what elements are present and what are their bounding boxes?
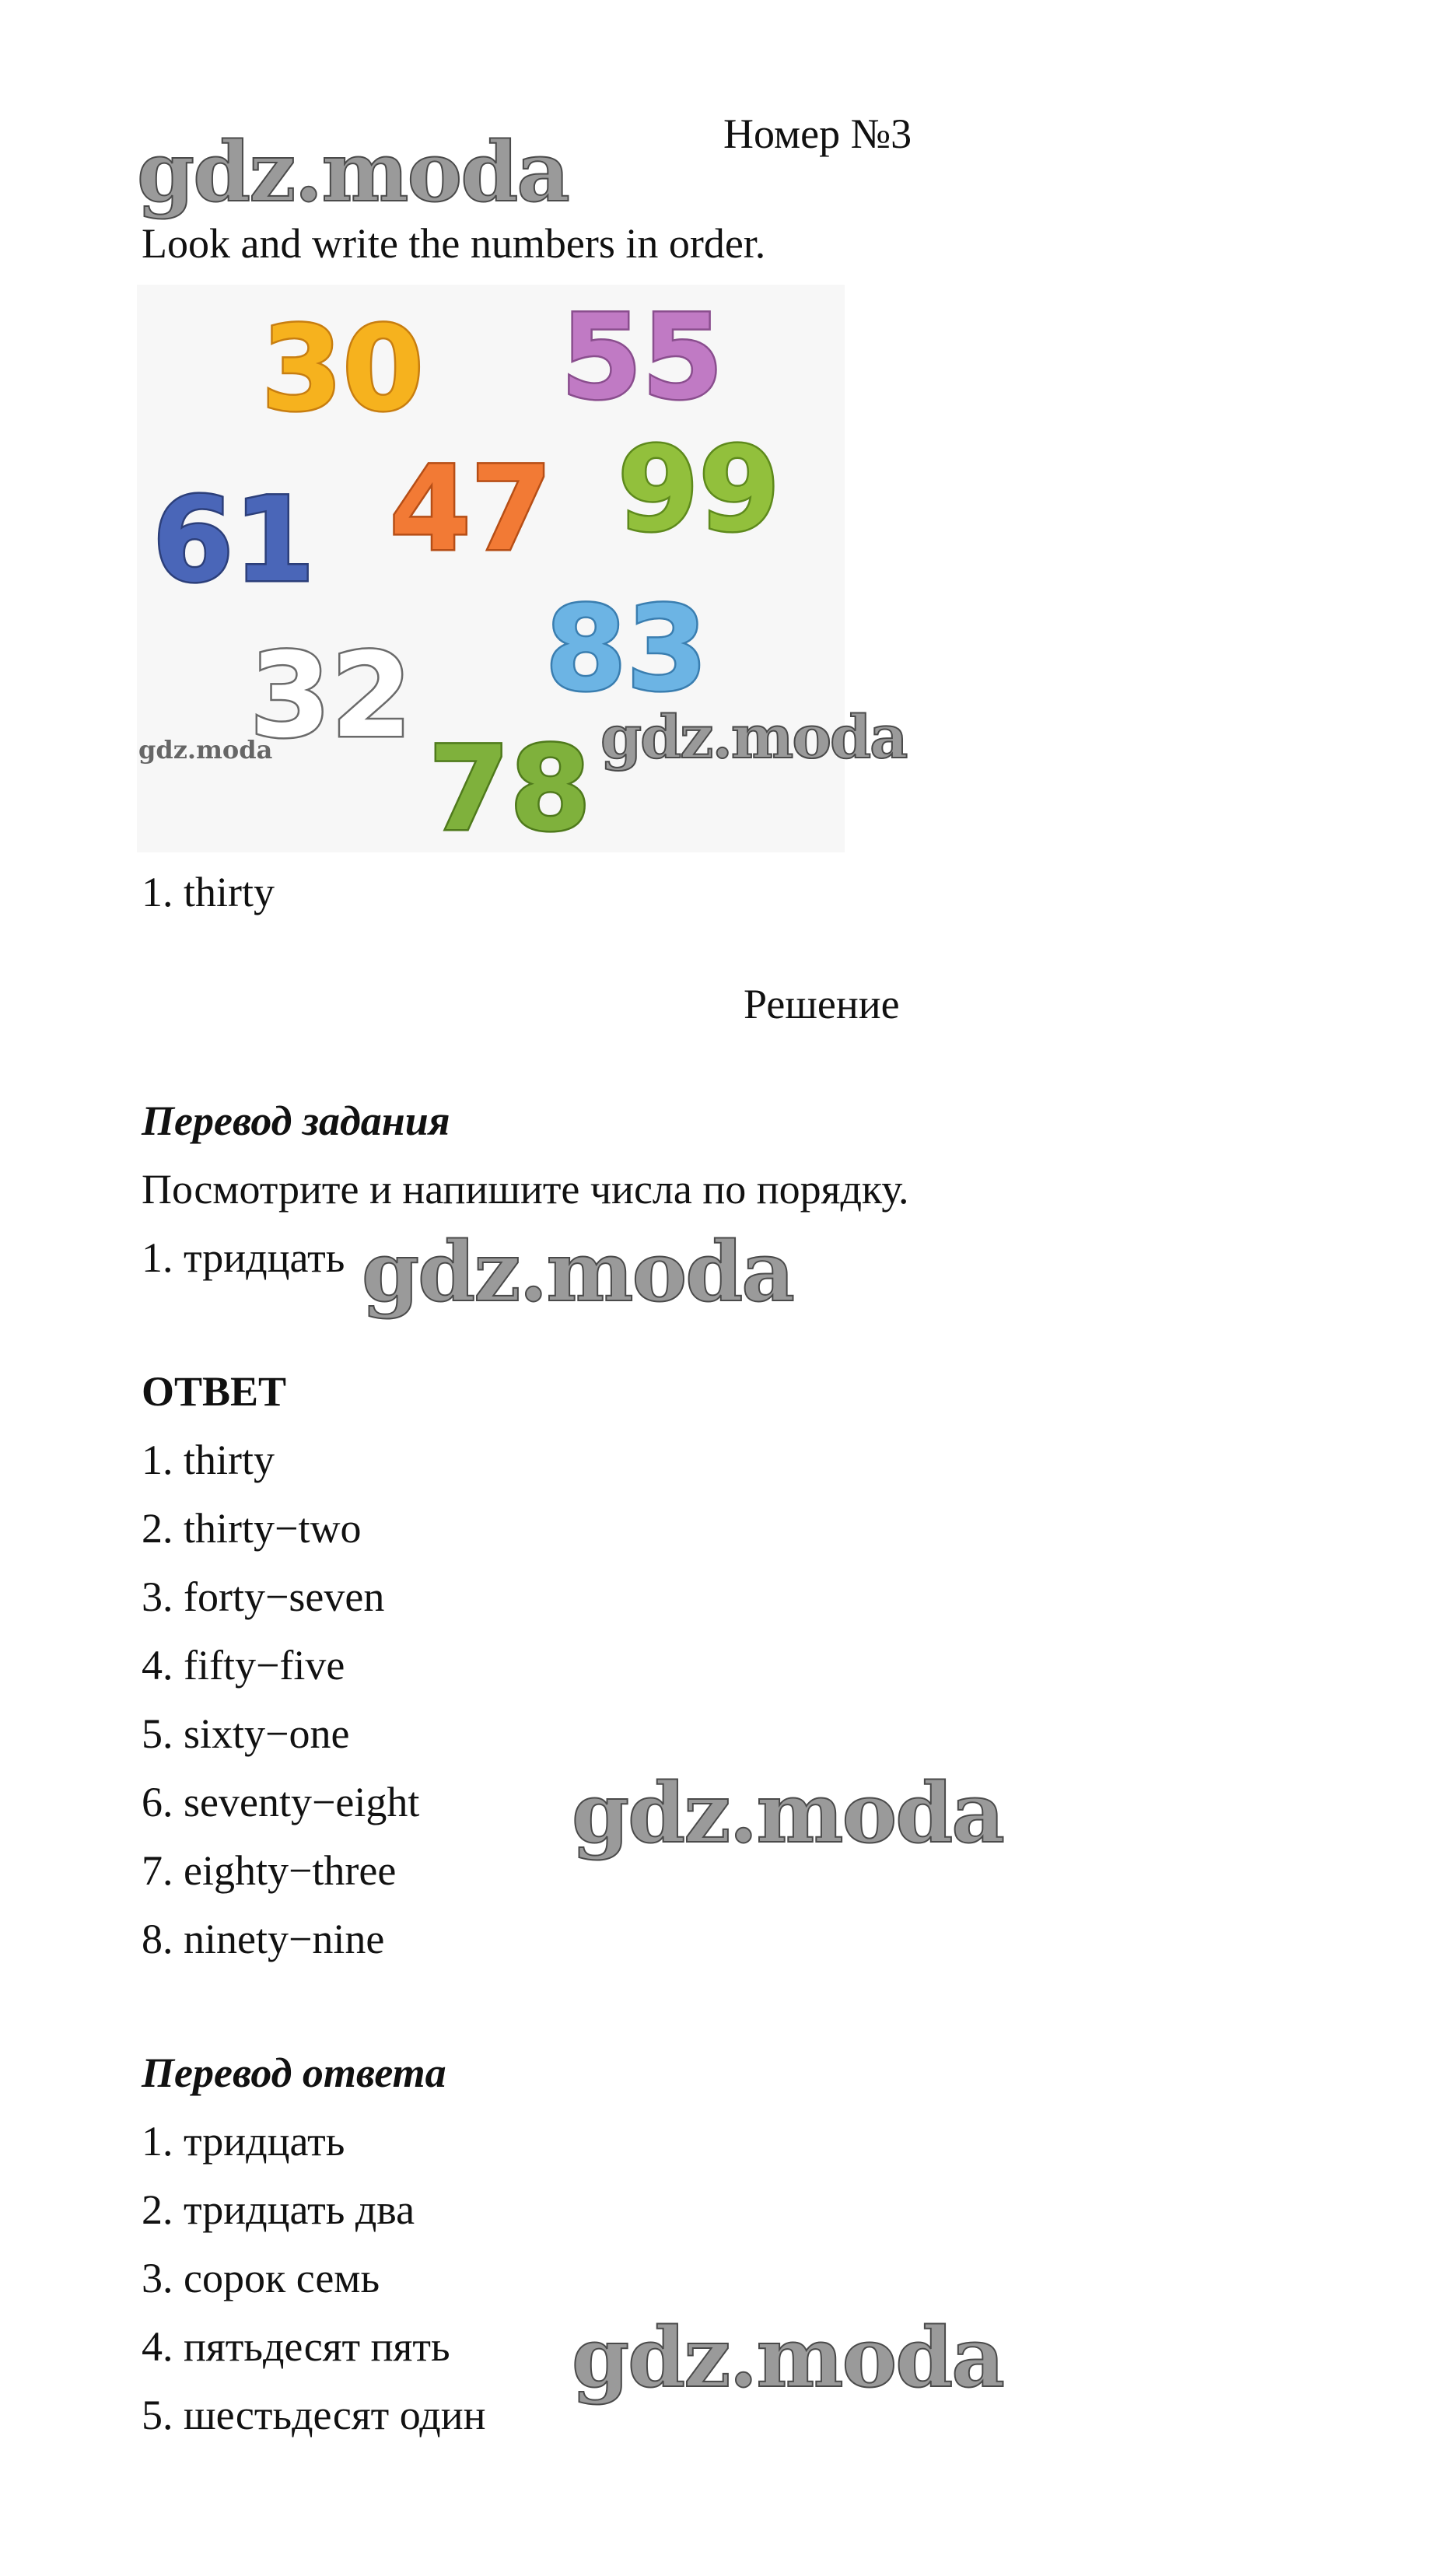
answer-item: 4. fifty−five bbox=[142, 1642, 345, 1689]
answer-item: 6. seventy−eight bbox=[142, 1779, 420, 1825]
watermark-picture: gdz.moda bbox=[600, 702, 907, 772]
answer-translation-item: 3. сорок семь bbox=[142, 2255, 380, 2301]
number-99: 99 bbox=[618, 422, 780, 558]
answer-item: 5. sixty−one bbox=[142, 1710, 350, 1757]
watermark-answer-translation: gdz.moda bbox=[572, 2308, 1003, 2406]
number-30: 30 bbox=[261, 302, 424, 437]
watermark-small: gdz.moda bbox=[138, 735, 273, 765]
task-translation-heading: Перевод задания bbox=[142, 1097, 450, 1144]
number-78: 78 bbox=[429, 722, 591, 852]
task-example: 1. thirty bbox=[142, 869, 275, 915]
number-55: 55 bbox=[561, 290, 723, 425]
answer-translation-heading: Перевод ответа bbox=[142, 2049, 446, 2096]
task-instruction: Look and write the numbers in order. bbox=[142, 220, 766, 267]
answer-translation-item: 4. пятьдесят пять bbox=[142, 2323, 450, 2370]
solution-heading: Решение bbox=[744, 981, 900, 1027]
task-translation-example: 1. тридцать bbox=[142, 1234, 345, 1281]
number-61: 61 bbox=[152, 473, 315, 608]
answer-heading: ОТВЕТ bbox=[142, 1368, 287, 1415]
number-83: 83 bbox=[545, 582, 708, 717]
answer-translation-item: 5. шестьдесят один bbox=[142, 2392, 486, 2438]
watermark-translation: gdz.moda bbox=[362, 1223, 793, 1320]
answer-translation-item: 2. тридцать два bbox=[142, 2186, 415, 2233]
answer-translation-item: 1. тридцать bbox=[142, 2118, 345, 2165]
watermark-answer: gdz.moda bbox=[572, 1764, 1003, 1861]
answer-item: 2. thirty−two bbox=[142, 1505, 362, 1552]
page-title: Номер №3 bbox=[723, 110, 912, 157]
answer-item: 3. forty−seven bbox=[142, 1573, 385, 1620]
task-translation-instruction: Посмотрите и напишите числа по порядку. bbox=[142, 1166, 909, 1213]
watermark-logo: gdz.moda bbox=[137, 123, 569, 220]
answer-item: 1. thirty bbox=[142, 1437, 275, 1483]
number-32: 32 bbox=[250, 628, 412, 764]
number-47: 47 bbox=[390, 442, 552, 577]
answer-item: 8. ninety−nine bbox=[142, 1916, 385, 1962]
answer-item: 7. eighty−three bbox=[142, 1847, 397, 1894]
